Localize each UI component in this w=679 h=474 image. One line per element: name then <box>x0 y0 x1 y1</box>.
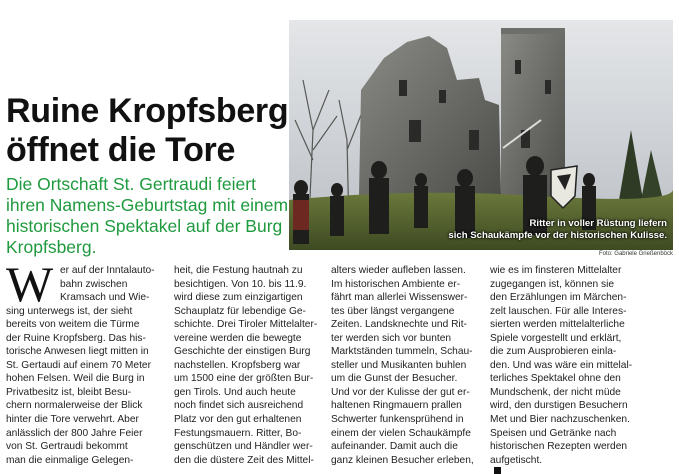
body-line: Mundschenk, der nicht müde <box>490 386 621 398</box>
article-column-1 <box>6 256 163 467</box>
body-line: vereine werden die bewegte <box>174 332 302 344</box>
drop-cap: W <box>6 256 54 312</box>
body-line: ganz kleinen Besucher erleben, <box>331 454 474 466</box>
body-line: der Ruine Kropfsberg. Das his- <box>6 332 146 344</box>
body-line: anlässlich der 800 Jahre Feier <box>6 427 143 439</box>
body-line: tes über längst vergangene <box>331 305 455 317</box>
body-line: hinter die Tore verwehrt. Aber <box>6 414 139 426</box>
body-line: Speisen und Getränke nach <box>490 427 617 439</box>
body-line: fährt man allerlei Wissenswer- <box>331 292 468 304</box>
headline-line: Ruine Kropfsberg <box>6 92 289 130</box>
article-column-3 <box>331 264 488 467</box>
body-line: bahn zwischen <box>60 278 128 290</box>
body-line: alters wieder aufleben lassen. <box>331 265 466 276</box>
body-line: nachstellen. Kropfsberg war <box>174 359 301 371</box>
body-line: heit, die Festung hautnah zu <box>174 265 303 276</box>
body-line: aufeinander. Damit auch die <box>331 441 458 453</box>
end-of-article-square-icon <box>494 467 501 474</box>
body-line: besichtigen. Von 10. bis 11.9. <box>174 278 307 290</box>
body-line: Im historischen Ambiente er- <box>331 278 461 290</box>
body-line: zelt lauschen. Für alle Interes- <box>490 305 627 317</box>
body-line: um 1500 eine der größten Bur- <box>174 373 314 385</box>
body-line: haltenen Ringmauern prallen <box>331 400 462 412</box>
body-line: zugegangen ist, können sie <box>490 278 615 290</box>
body-line: Geschichte der einstigen Burg <box>174 346 311 358</box>
body-line: noch findet sich ausreichend <box>174 400 304 412</box>
article-column-4 <box>490 264 647 474</box>
body-line: Festungsmauern. Ritter, Bo- <box>174 427 302 439</box>
photo-caption-line: Ritter in voller Rüstung liefern <box>529 218 667 229</box>
body-line: St. Gertaudi auf einem 70 Meter <box>6 359 151 371</box>
body-line: bereits von weitem die Türme <box>6 319 140 331</box>
body-line: ter werden sich vor bunten <box>331 332 452 344</box>
body-line: einem der vielen Schaukämpfe <box>331 427 471 439</box>
body-line: historischen Rezepten werden <box>490 441 628 453</box>
body-line: torische Anwesen liegt mitten in <box>6 346 149 358</box>
body-line: Met und Bier nachzuschenken. <box>490 414 630 426</box>
body-line: wie es im finsteren Mittelalter <box>490 265 622 276</box>
body-line: Schwerter funkensprühend in <box>331 414 464 426</box>
body-line: chern normalerweise der Blick <box>6 400 143 412</box>
subheadline <box>6 174 306 258</box>
body-line: steller und Musikanten buhlen <box>331 359 467 371</box>
body-line: Spiele vorgestellt und erklärt, <box>490 332 622 344</box>
castle-knights-photo <box>289 20 673 250</box>
body-line: den Erzählungen im Märchen- <box>490 292 627 304</box>
body-line: aufgetischt. <box>490 454 543 466</box>
photo-caption-line: sich Schaukämpfe vor der historischen Kulisse. <box>448 230 667 241</box>
photo-caption <box>448 218 667 242</box>
body-line: Schauplatz für lebendige Ge- <box>174 305 306 317</box>
body-line: Marktständen tummeln, Schau- <box>331 346 473 358</box>
body-line: schichte. Drei Tiroler Mittelalter- <box>174 319 318 331</box>
body-line-last <box>490 454 647 474</box>
body-line: sierten werden mittelalterliche <box>490 319 625 331</box>
body-line: er auf der Inntalauto- <box>60 265 155 276</box>
photo-credit: Foto: Gabriele Grießenböck <box>598 251 673 257</box>
body-line: Und vor der Kulisse der gut er- <box>331 386 470 398</box>
body-line: gen Tirols. Und auch heute <box>174 386 296 398</box>
body-line: wird, den durstigen Besuchern <box>490 400 628 412</box>
body-line: terliches Spektakel ohne den <box>490 373 621 385</box>
body-line: von St. Gertraudi bekommt <box>6 441 128 453</box>
body-line: Privatbesitz ist, bleibt Besu- <box>6 386 132 398</box>
body-line: wird diese zum einzigartigen <box>174 292 303 304</box>
body-line: Platz vor den gut erhaltenen <box>174 414 302 426</box>
body-line: Kramsach und Wie- <box>60 292 150 304</box>
subheadline-line: historischen Spektakel auf der Burg <box>6 216 283 236</box>
castle-illustration <box>289 20 673 250</box>
subheadline-line: ihren Namens-Geburtstag mit einem <box>6 195 289 215</box>
body-line: um die Gunst der Besucher. <box>331 373 458 385</box>
body-line: den die düstere Zeit des Mittel- <box>174 454 314 466</box>
subheadline-line: Die Ortschaft St. Gertraudi feiert <box>6 174 256 194</box>
subheadline-line: Kropfsberg. <box>6 237 97 257</box>
body-line: sing unterwegs ist, der sieht <box>6 305 133 317</box>
article-column-2 <box>174 264 331 467</box>
body-line: genschützen und Händler wer- <box>174 441 313 453</box>
body-line: hohen Felsen. Weil die Burg in <box>6 373 145 385</box>
body-line: den. Und was wäre ein mittelal- <box>490 359 633 371</box>
body-line: man die einmalige Gelegen- <box>6 454 134 466</box>
body-line: Zeiten. Landsknechte und Rit- <box>331 319 467 331</box>
body-line: die zum Ausprobieren einla- <box>490 346 617 358</box>
headline-line: öffnet die Tore <box>6 131 236 169</box>
headline <box>6 92 289 170</box>
